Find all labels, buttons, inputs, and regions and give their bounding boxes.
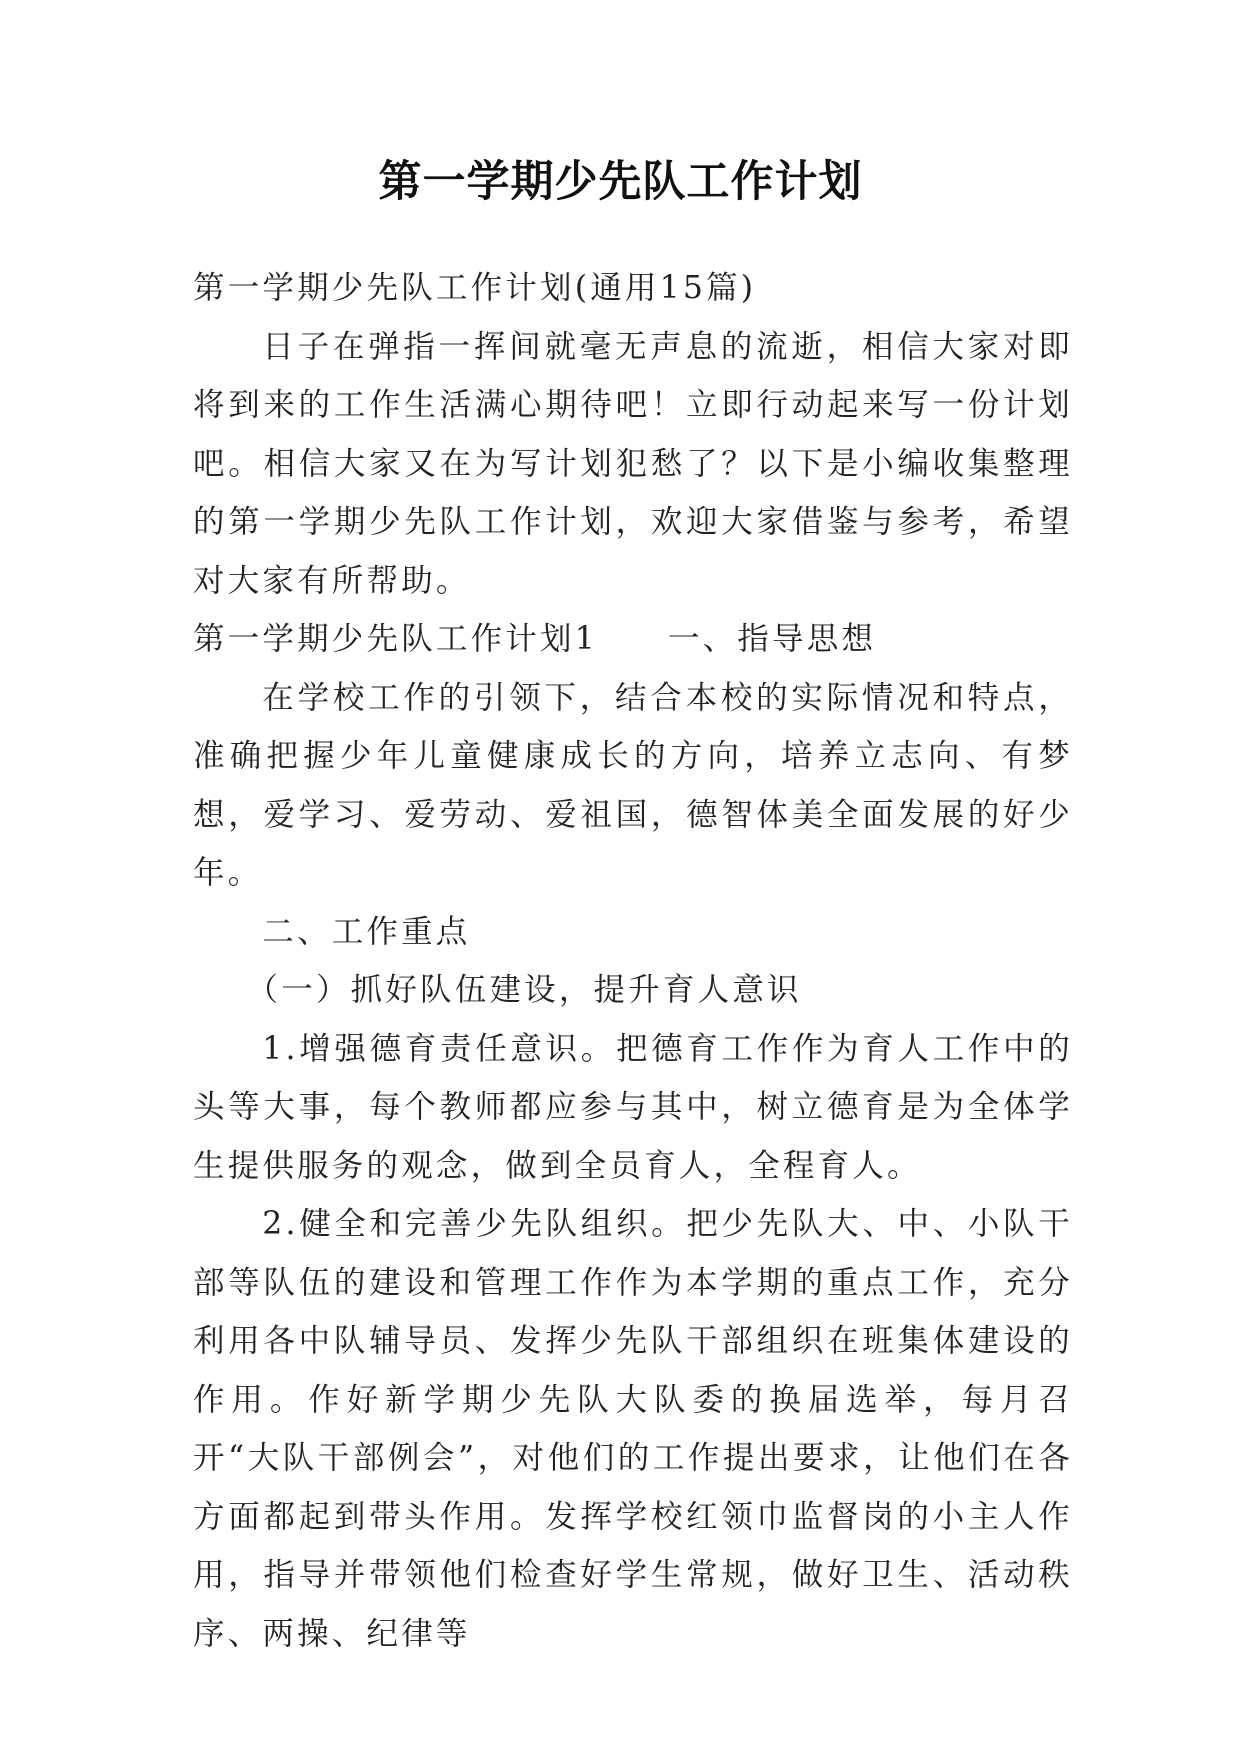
team-building-heading: （一）抓好队伍建设，提升育人意识: [246, 972, 802, 1008]
section-1-heading-line: [193, 610, 1073, 669]
item-1-paragraph: 1.增强德育责任意识。把德育工作作为育人工作中的头等大事，每个教师都应参与其中，树立德育是为全体学生提供服务的观念，做到全员育人，全程育人。: [193, 1030, 1073, 1184]
work-focus-heading: 二、工作重点: [262, 913, 471, 950]
item-2-paragraph: 2.健全和完善少先队组织。把少先队大、中、小队干部等队伍的建设和管理工作作为本学期的重点工作，充分利用各中队辅导员、发挥少先队干部组织在班集体建设的作用。作好新学期少先队大队委的换届选举，每月召开“大队干部例会”，对他们的工作提出要求，让他们在各方面都起到带头作用。发挥学校红领巾监督岗的小主人作用，指导并带领他们检查好学生常规，做好卫生、活动秩序、两操、纪律等: [193, 1206, 1073, 1652]
document-title: 第一学期少先队工作计划: [378, 157, 863, 207]
guiding-ideology-paragraph: 在学校工作的引领下，结合本校的实际情况和特点，准确把握少年儿童健康成长的方向，培养立志向、有梦想，爱学习、爱劳动、爱祖国，德智体美全面发展的好少年。: [193, 679, 1073, 891]
document-subtitle: 第一学期少先队工作计划(通用15篇): [193, 270, 757, 306]
guiding-ideology-heading: 一、指导思想: [667, 621, 877, 657]
document-body: [193, 259, 1073, 1663]
section-1-heading: 第一学期少先队工作计划1: [193, 621, 598, 657]
intro-paragraph: 日子在弹指一挥间就毫无声息的流逝，相信大家对即将到来的工作生活满心期待吧！立即行动起来写一份计划吧。相信大家又在为写计划犯愁了？以下是小编收集整理的第一学期少先队工作计划，欢迎大家借鉴与参考，希望对大家有所帮助。: [193, 328, 1073, 599]
